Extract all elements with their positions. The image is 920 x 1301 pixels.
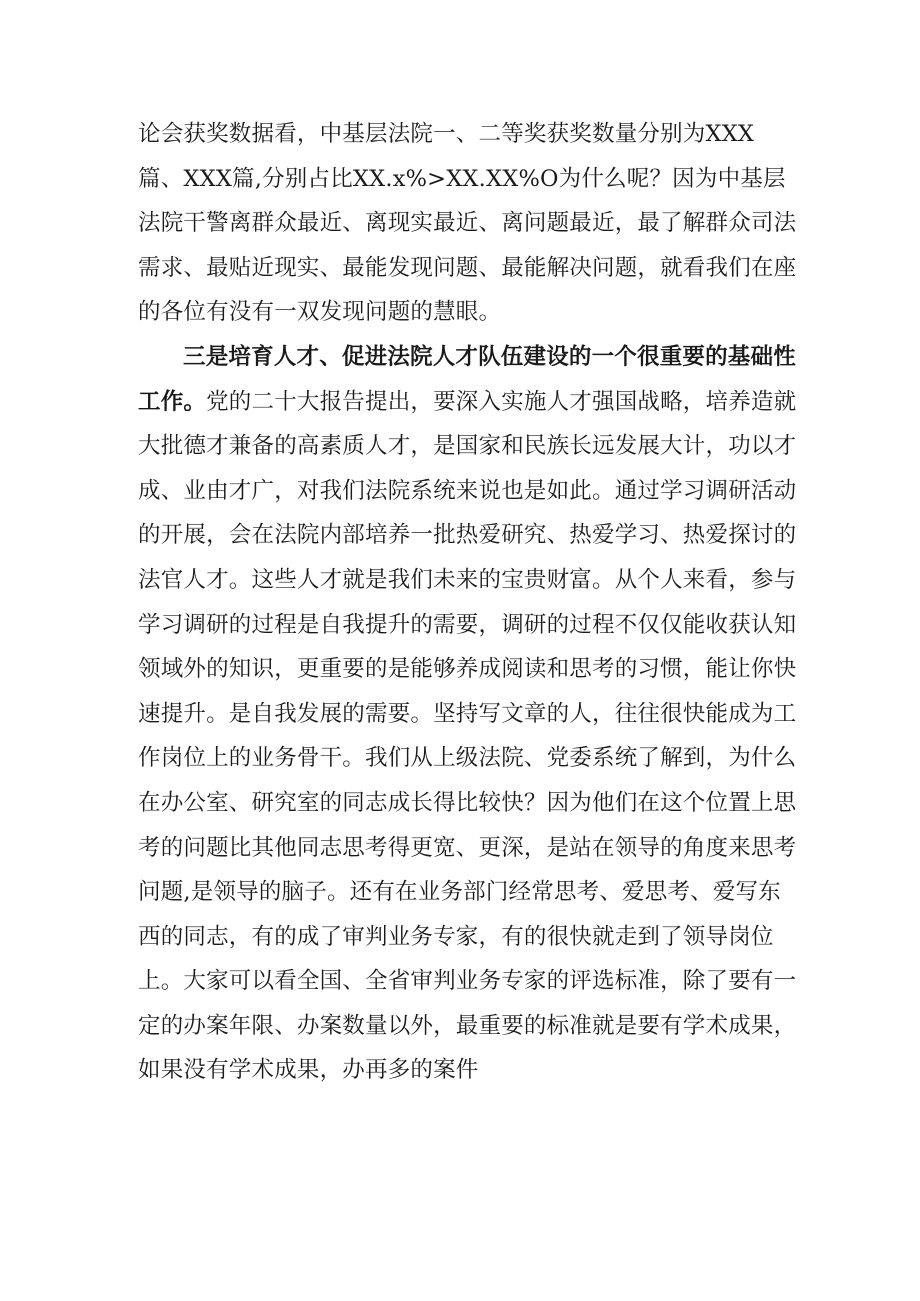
paragraph-continuation: 论会获奖数据看，中基层法院一、二等奖获奖数量分别为XXX篇、XXX篇,分别占比XX.x%>XX.XX%O为什么呢？因为中基层法院干警离群众最近、离现实最近、离问题最近，最了解群众司法需求、最贴近现实、最能发现问题、最能解决问题，就看我们在座的各位有没有一双发现问题的慧眼。 <box>138 121 797 326</box>
paragraph-body: 党的二十大报告提出，要深入实施人才强国战略，培养造就大批德才兼备的高素质人才，是国家和民族长远发展大计，功以才成、业由才广，对我们法院系统来说也是如此。通过学习调研活动的开展，会在法院内部培养一批热爱研究、热爱学习、热爱探讨的法官人才。这些人才就是我们未来的宝贵财富。从个人来看，参与学习调研的过程是自我提升的需要，调研的过程不仅仅能收获认知领域外的知识，更重要的是能够养成阅读和思考的习惯，能让你快速提升。是自我发展的需要。坚持写文章的人，往往很快能成为工作岗位上的业务骨干。我们从上级法院、党委系统了解到，为什么在办公室、研究室的同志成长得比较快？因为他们在这个位置上思考的问题比其他同志思考得更宽、更深，是站在领导的角度来思考问题,是领导的脑子。还有在业务部门经常思考、爱思考、爱写东西的同志，有的成了审判业务专家，有的很快就走到了领导岗位上。大家可以看全国、全省审判业务专家的评选标准，除了要有一定的办案年限、办案数量以外，最重要的标准就是要有学术成果，如果没有学术成果，办再多的案件 <box>138 388 797 1084</box>
paragraph-heading: 三是培育人才、促进法院人才队伍建设的一个很重要的基础性工作。 <box>138 343 796 415</box>
paragraph-talent <box>138 335 798 1093</box>
document-body <box>138 112 798 1093</box>
